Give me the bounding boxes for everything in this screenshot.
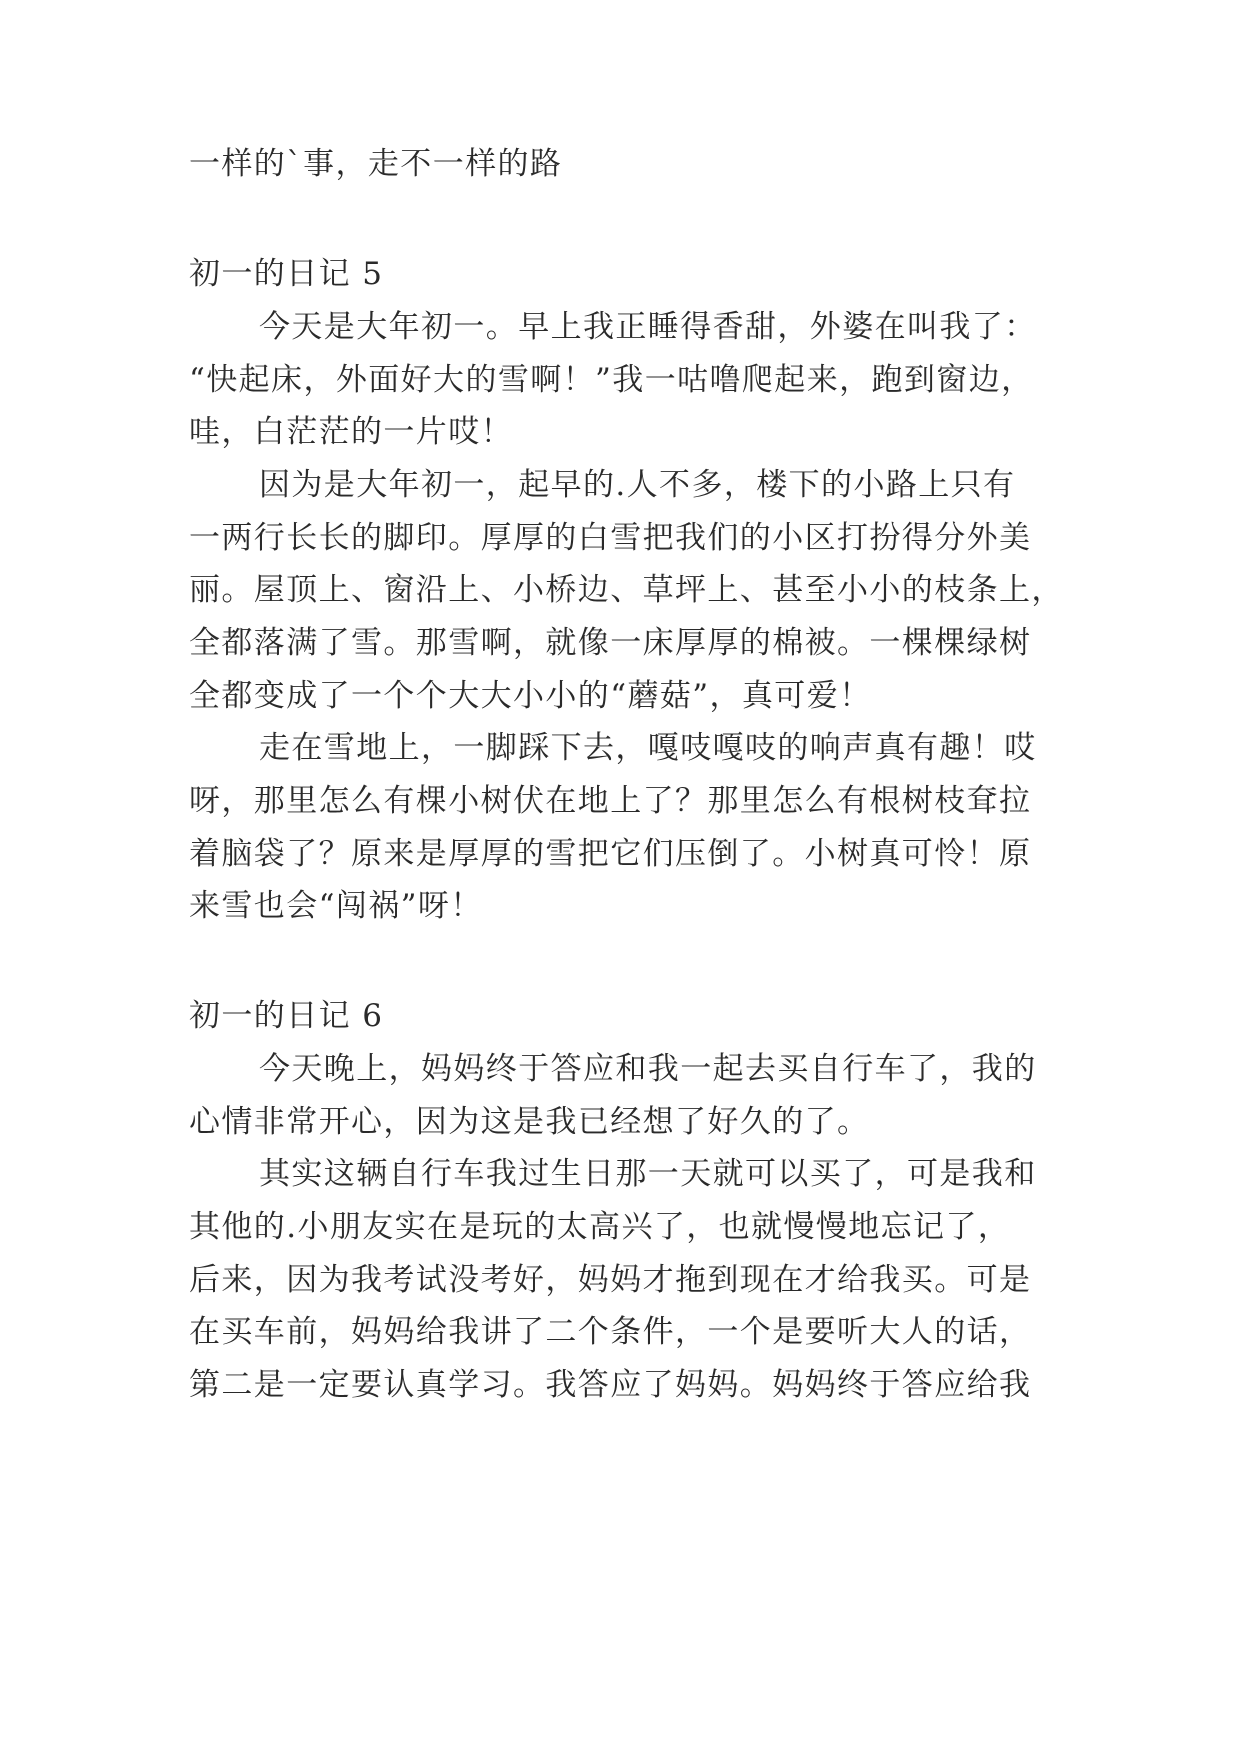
diary-5-paragraph-2-line-3: 丽。屋顶上、窗沿上、小桥边、草坪上、甚至小小的枝条上，	[189, 572, 1064, 608]
diary-6-paragraph-2-line-3: 后来，因为我考试没考好，妈妈才拖到现在才给我买。可是	[189, 1262, 1032, 1298]
diary-5-paragraph-2-line-1: 因为是大年初一，起早的.人不多，楼下的小路上只有	[259, 467, 1016, 503]
diary-6-paragraph-2-line-5: 第二是一定要认真学习。我答应了妈妈。妈妈终于答应给我	[189, 1367, 1032, 1403]
diary-6-heading: 初一的日记 6	[189, 998, 384, 1034]
diary-5-paragraph-2-line-2: 一两行长长的脚印。厚厚的白雪把我们的小区打扮得分外美	[189, 520, 1032, 556]
diary-5-paragraph-1-line-2: “快起床，外面好大的雪啊！”我一咕噜爬起来，跑到窗边，	[189, 362, 1034, 398]
diary-5-paragraph-1-line-3: 哇，白茫茫的一片哎！	[189, 414, 513, 450]
diary-6-paragraph-2-line-2: 其他的.小朋友实在是玩的太高兴了，也就慢慢地忘记了，	[189, 1209, 1011, 1245]
diary-6-paragraph-1-line-1: 今天晚上，妈妈终于答应和我一起去买自行车了，我的	[259, 1051, 1037, 1087]
diary-5-paragraph-2-line-4: 全都落满了雪。那雪啊，就像一床厚厚的棉被。一棵棵绿树	[189, 625, 1032, 661]
diary-6-paragraph-2-line-1: 其实这辆自行车我过生日那一天就可以买了，可是我和	[259, 1156, 1037, 1192]
diary-5-paragraph-1-line-1: 今天是大年初一。早上我正睡得香甜，外婆在叫我了：	[259, 309, 1037, 345]
diary-5-paragraph-3-line-4: 来雪也会“闯祸”呀！	[189, 888, 483, 924]
diary-5-heading: 初一的日记 5	[189, 256, 384, 292]
diary-5-paragraph-3-line-3: 着脑袋了？原来是厚厚的雪把它们压倒了。小树真可怜！原	[189, 836, 1032, 872]
diary-5-paragraph-3-line-1: 走在雪地上，一脚踩下去，嘎吱嘎吱的响声真有趣！哎	[259, 730, 1037, 766]
diary-5-paragraph-2-line-5: 全都变成了一个个大大小小的“蘑菇”，真可爱！	[189, 678, 872, 714]
diary-6-paragraph-2-line-4: 在买车前，妈妈给我讲了二个条件，一个是要听大人的话，	[189, 1314, 1032, 1350]
intro-line: 一样的`事，走不一样的路	[189, 146, 563, 182]
diary-6-paragraph-1-line-2: 心情非常开心，因为这是我已经想了好久的了。	[189, 1104, 870, 1140]
diary-5-paragraph-3-line-2: 呀，那里怎么有棵小树伏在地上了？那里怎么有根树枝耷拉	[189, 783, 1032, 819]
